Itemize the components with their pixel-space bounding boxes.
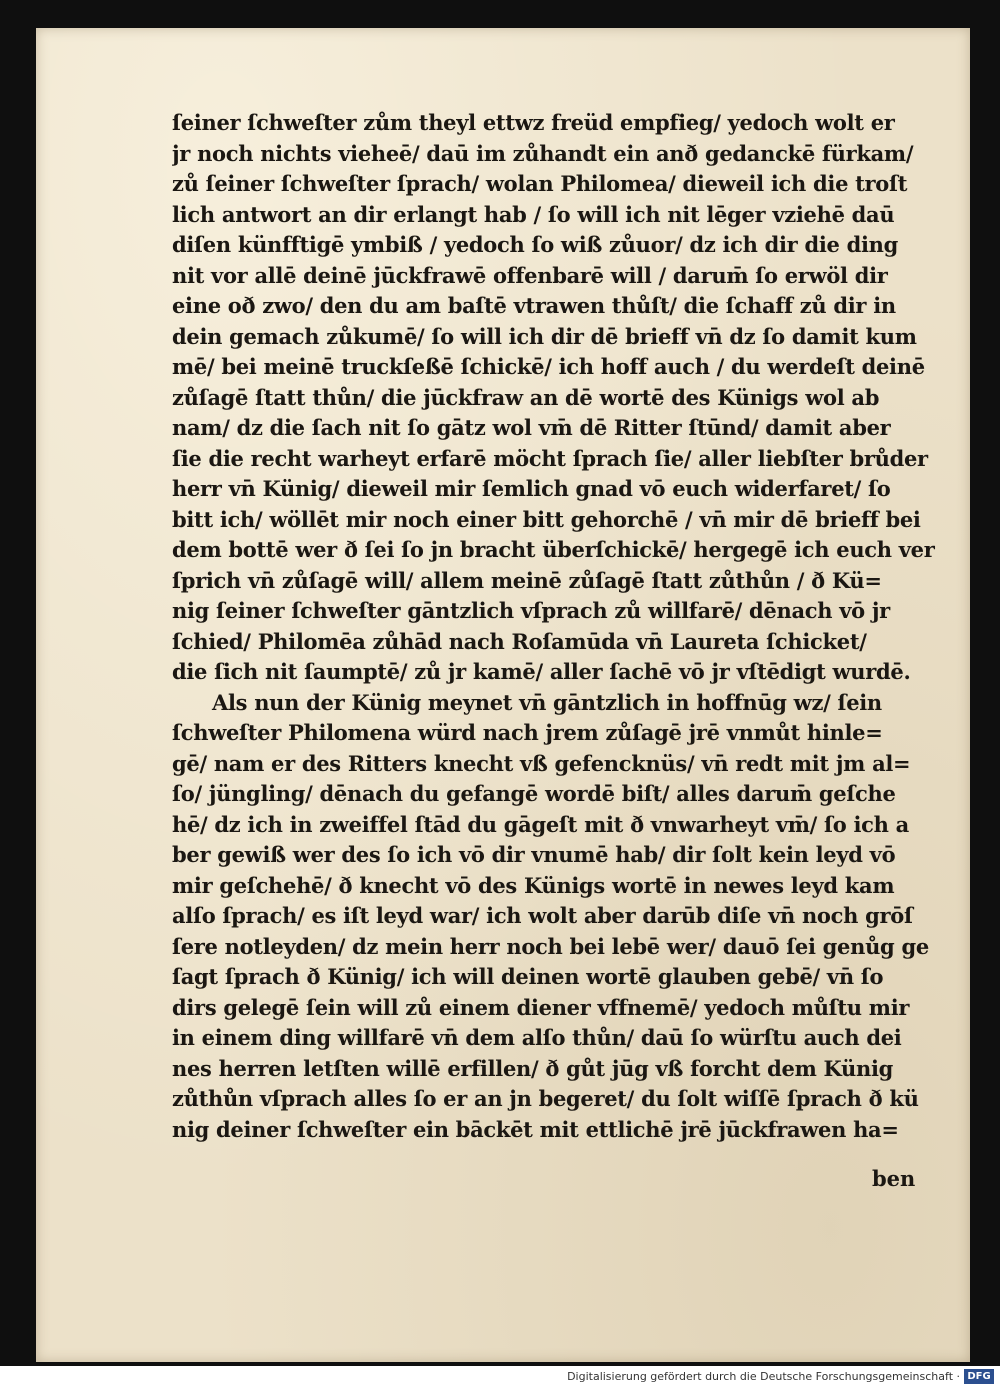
text-line: mir geſchehē/ ð knecht vō des Künigs wortē in newes leyd kam: [172, 872, 895, 898]
text-line: ſagt ſprach ð Künig/ ich will deinen wortē glauben gebē/ vn̄ ſo: [172, 964, 884, 989]
dfg-logo-icon: DFG: [964, 1369, 994, 1384]
text-line: ſchweſter Philomena würd nach jrem zůſagē jrē vnmůt hinle=: [172, 720, 883, 745]
catchword: ben: [872, 1166, 916, 1191]
text-line: ſo/ jüngling/ dēnach du gefangē wordē biſt/ alles darum̄ geſche: [172, 781, 896, 806]
footer-bar: [0, 1366, 1000, 1388]
text-line: mē/ bei meinē truckſeßē ſchickē/ ich hoff auch / du werdeſt deinē: [172, 354, 925, 379]
text-line: ſeiner ſchweſter zům theyl ettwz freüd empfieg/ yedoch wolt er: [172, 110, 895, 135]
text-line: jr noch nichts vieheē/ daū im zůhandt ein anð gedanckē fürkam/: [172, 140, 914, 166]
text-line: dirs gelegē ſein will zů einem diener vffnemē/ yedoch můſtu mir: [172, 994, 910, 1020]
book-page: [36, 28, 970, 1362]
text-line: alſo ſprach/ es iſt leyd war/ ich wolt aber darūb diſe vn̄ noch grōſ: [172, 903, 913, 928]
text-line: dem bottē wer ð ſei ſo jn bracht überſchickē/ hergegē ich euch ver: [172, 537, 935, 562]
text-line: in einem ding willfarē vn̄ dem alſo thůn/ daū ſo würſtu auch dei: [172, 1025, 902, 1050]
text-line: lich antwort an dir erlangt hab / ſo will ich nit lēger vziehē daū: [172, 201, 895, 227]
text-line: ſprich vn̄ zůſagē will/ allem meinē zůſagē ſtatt zůthůn / ð Kü=: [172, 567, 882, 593]
text-line: ſere notleyden/ dz mein herr noch bei lebē wer/ dauō ſei genůg ge: [172, 933, 929, 959]
text-line: zůthůn vſprach alles ſo er an jn begeret/ du ſolt wiſſē ſprach ð kü: [172, 1086, 919, 1111]
text-line: herr vn̄ Künig/ dieweil mir ſemlich gnad vō euch widerfaret/ ſo: [172, 476, 891, 501]
text-line: bitt ich/ wöllēt mir noch einer bitt gehorchē / vn̄ mir dē brieff bei: [172, 506, 921, 532]
paragraph-start-line: Als nun der Künig meynet vn̄ gāntzlich in hoffnūg wz/ ſein: [212, 689, 882, 715]
text-line: eine oð zwo/ den du am baſtē vtrawen thůſt/ die ſchaff zů dir in: [172, 293, 896, 318]
text-line: gē/ nam er des Ritters knecht vß gefencknüs/ vn̄ redt mit jm al=: [172, 750, 911, 776]
text-line: ber gewiß wer des ſo ich vō dir vnumē hab/ dir ſolt kein leyd vō: [172, 842, 896, 867]
text-line: hē/ dz ich in zweiffel ſtād du gāgeſt mit ð vnwarheyt vm̄/ ſo ich a: [172, 811, 909, 837]
footer-credit: Digitalisierung gefördert durch die Deutsche Forschungsgemeinschaft ·: [567, 1370, 960, 1383]
text-line: die ſich nit ſaumptē/ zů jr kamē/ aller ſachē vō jr vſtēdigt wurdē.: [172, 659, 911, 684]
text-line: nig deiner ſchweſter ein bāckēt mit ettlichē jrē jūckfrawen ha=: [172, 1116, 899, 1142]
text-line: nig ſeiner ſchweſter gāntzlich vſprach zů willfarē/ dēnach vō jr: [172, 598, 890, 623]
text-line: dein gemach zůkumē/ ſo will ich dir dē brieff vn̄ dz ſo damit kum: [172, 323, 917, 349]
text-line: ſie die recht warheyt erfarē möcht ſprach ſie/ aller liebſter brůder: [172, 445, 928, 471]
text-line: zůſagē ſtatt thůn/ die jūckfraw an dē wortē des Künigs wol ab: [172, 384, 880, 410]
text-line: ſchied/ Philomēa zůhād nach Roſamūda vn̄ Laureta ſchicket/: [172, 628, 867, 654]
text-line: zů ſeiner ſchweſter ſprach/ wolan Philomea/ dieweil ich die troſt: [172, 171, 908, 196]
text-line: nit vor allē deinē jūckfrawē offenbarē will / darum̄ ſo erwöl dir: [172, 262, 888, 288]
text-block: [172, 108, 960, 1145]
text-line: nes herren letſten willē erfillen/ ð gůt jūg vß forcht dem Künig: [172, 1055, 893, 1081]
text-line: nam/ dz die ſach nit ſo gātz wol vm̄ dē Ritter ſtūnd/ damit aber: [172, 415, 891, 440]
text-line: diſen künfftigē ymbiß / yedoch ſo wiß zůuor/ dz ich dir die ding: [172, 232, 899, 257]
